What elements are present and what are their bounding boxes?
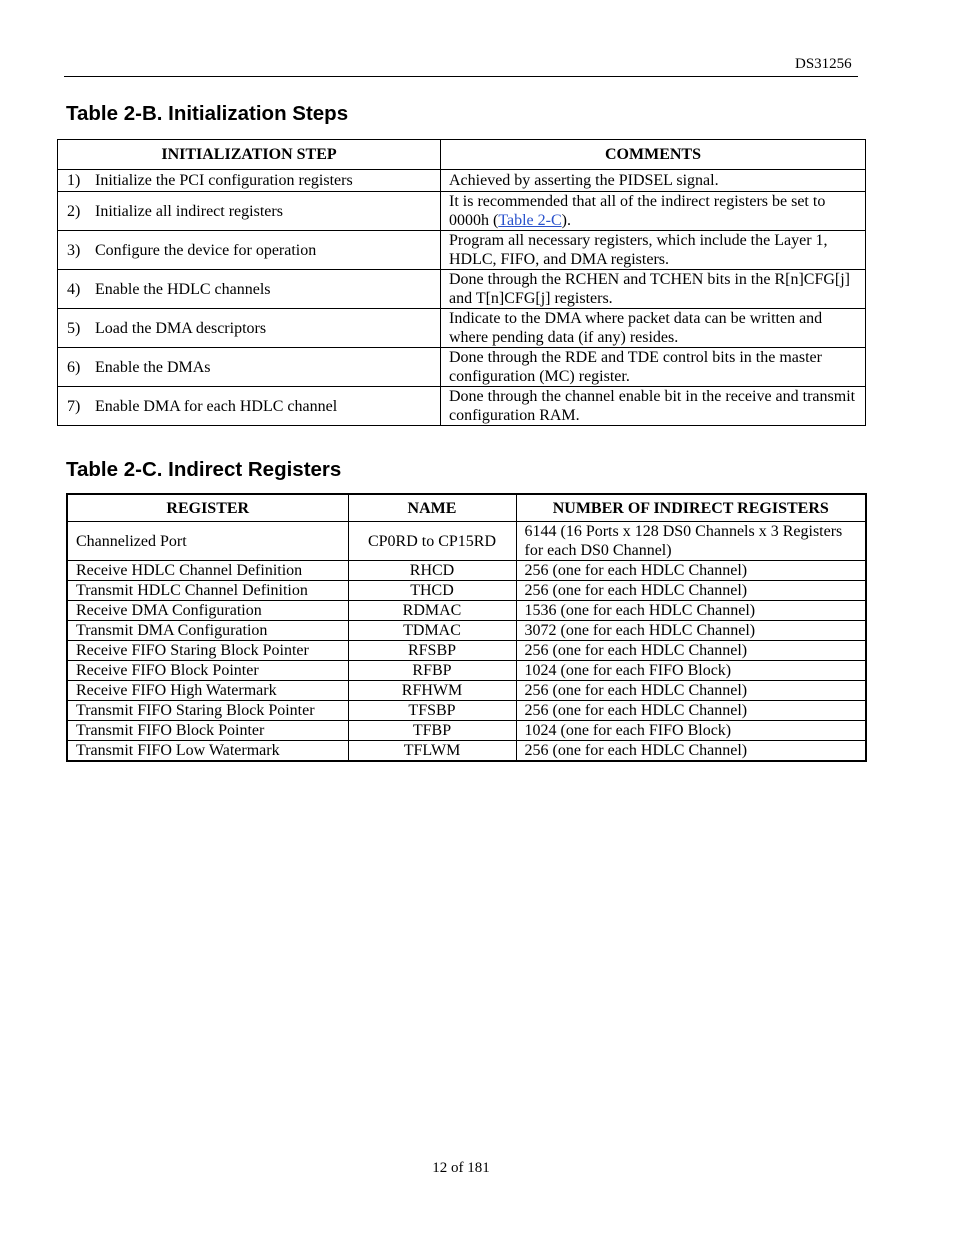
count-cell: 3072 (one for each HDLC Channel) — [516, 621, 866, 641]
name-cell: RHCD — [348, 561, 516, 581]
comment-cell — [441, 192, 866, 231]
comment-cell: Achieved by asserting the PIDSEL signal. — [441, 170, 866, 192]
register-cell: Receive FIFO Staring Block Pointer — [67, 641, 348, 661]
step-cell — [58, 387, 441, 426]
table-row — [67, 561, 866, 581]
step-text: Enable the DMAs — [95, 358, 211, 376]
table-row — [67, 522, 866, 561]
table-row — [58, 387, 866, 426]
name-cell: CP0RD to CP15RD — [348, 522, 516, 561]
name-cell: RFHWM — [348, 681, 516, 701]
name-cell: TFBP — [348, 721, 516, 741]
table-row — [58, 309, 866, 348]
step-cell — [58, 170, 441, 192]
page-number: 12 of 181 — [432, 1160, 490, 1176]
table-row — [67, 701, 866, 721]
table-row — [67, 601, 866, 621]
table-row — [58, 348, 866, 387]
step-text: Enable the HDLC channels — [95, 280, 271, 298]
register-cell: Receive FIFO High Watermark — [67, 681, 348, 701]
step-number: 3) — [67, 241, 81, 259]
count-cell: 256 (one for each HDLC Channel) — [516, 681, 866, 701]
count-cell: 1024 (one for each FIFO Block) — [516, 661, 866, 681]
step-text: Configure the device for operation — [95, 241, 317, 259]
count-cell: 1536 (one for each HDLC Channel) — [516, 601, 866, 621]
comment-cell: Indicate to the DMA where packet data can be written and where pending data (if any) resides. — [441, 309, 866, 348]
name-cell: RDMAC — [348, 601, 516, 621]
initialization-steps-table — [57, 139, 866, 426]
table-row — [67, 741, 866, 762]
step-number: 1) — [67, 172, 81, 189]
count-cell: 256 (one for each HDLC Channel) — [516, 741, 866, 762]
register-cell: Receive DMA Configuration — [67, 601, 348, 621]
step-number: 6) — [67, 358, 81, 376]
document-id: DS31256 — [795, 56, 852, 72]
table-row — [58, 192, 866, 231]
table-row — [58, 231, 866, 270]
table-header-row — [58, 140, 866, 170]
count-cell: 256 (one for each HDLC Channel) — [516, 561, 866, 581]
step-number: 2) — [67, 202, 81, 220]
count-cell: 6144 (16 Ports x 128 DS0 Channels x 3 Registers for each DS0 Channel) — [516, 522, 866, 561]
column-header-comments: COMMENTS — [441, 140, 866, 170]
register-cell: Receive HDLC Channel Definition — [67, 561, 348, 581]
name-cell: TFLWM — [348, 741, 516, 762]
comment-cell: Done through the channel enable bit in the receive and transmit configuration RAM. — [441, 387, 866, 426]
indirect-registers-table — [66, 493, 867, 762]
count-cell: 256 (one for each HDLC Channel) — [516, 701, 866, 721]
column-header-name: NAME — [348, 494, 516, 522]
step-cell — [58, 348, 441, 387]
register-cell: Channelized Port — [67, 522, 348, 561]
count-cell: 1024 (one for each FIFO Block) — [516, 721, 866, 741]
step-number: 5) — [67, 319, 81, 337]
comment-cell: Done through the RCHEN and TCHEN bits in the R[n]CFG[j] and T[n]CFG[j] registers. — [441, 270, 866, 309]
name-cell: TDMAC — [348, 621, 516, 641]
table-row — [67, 621, 866, 641]
step-text: Initialize the PCI configuration registers — [95, 172, 353, 189]
name-cell: RFBP — [348, 661, 516, 681]
table-row — [67, 681, 866, 701]
count-cell: 256 (one for each HDLC Channel) — [516, 581, 866, 601]
step-text: Enable DMA for each HDLC channel — [95, 397, 338, 415]
register-cell: Transmit FIFO Block Pointer — [67, 721, 348, 741]
register-cell: Transmit FIFO Staring Block Pointer — [67, 701, 348, 721]
step-number: 7) — [67, 397, 81, 415]
column-header-number-of-indirect-registers: NUMBER OF INDIRECT REGISTERS — [516, 494, 866, 522]
table-row — [58, 170, 866, 192]
table-2c-link[interactable]: Table 2-C — [498, 212, 562, 229]
table-row — [58, 270, 866, 309]
step-cell — [58, 231, 441, 270]
register-cell: Transmit DMA Configuration — [67, 621, 348, 641]
step-text: Initialize all indirect registers — [95, 202, 283, 220]
step-cell — [58, 309, 441, 348]
table-row — [67, 581, 866, 601]
count-cell: 256 (one for each HDLC Channel) — [516, 641, 866, 661]
table-row — [67, 641, 866, 661]
step-number: 4) — [67, 280, 81, 298]
comment-cell: Program all necessary registers, which include the Layer 1, HDLC, FIFO, and DMA registers. — [441, 231, 866, 270]
register-cell: Transmit HDLC Channel Definition — [67, 581, 348, 601]
comment-cell: Done through the RDE and TDE control bits in the master configuration (MC) register. — [441, 348, 866, 387]
name-cell: THCD — [348, 581, 516, 601]
name-cell: TFSBP — [348, 701, 516, 721]
name-cell: RFSBP — [348, 641, 516, 661]
column-header-initialization-step: INITIALIZATION STEP — [58, 140, 441, 170]
step-cell — [58, 192, 441, 231]
table-2c-title: Table 2-C. Indirect Registers — [66, 458, 342, 481]
comment-text: It is recommended that all of the indirect registers be set to 0000h ( — [449, 193, 826, 229]
column-header-register: REGISTER — [67, 494, 348, 522]
header-rule — [64, 76, 858, 77]
comment-text: ). — [561, 212, 571, 229]
table-row — [67, 661, 866, 681]
register-cell: Receive FIFO Block Pointer — [67, 661, 348, 681]
register-cell: Transmit FIFO Low Watermark — [67, 741, 348, 762]
table-2b-title: Table 2-B. Initialization Steps — [66, 102, 349, 125]
step-cell — [58, 270, 441, 309]
table-header-row — [67, 494, 866, 522]
step-text: Load the DMA descriptors — [95, 319, 267, 337]
table-row — [67, 721, 866, 741]
